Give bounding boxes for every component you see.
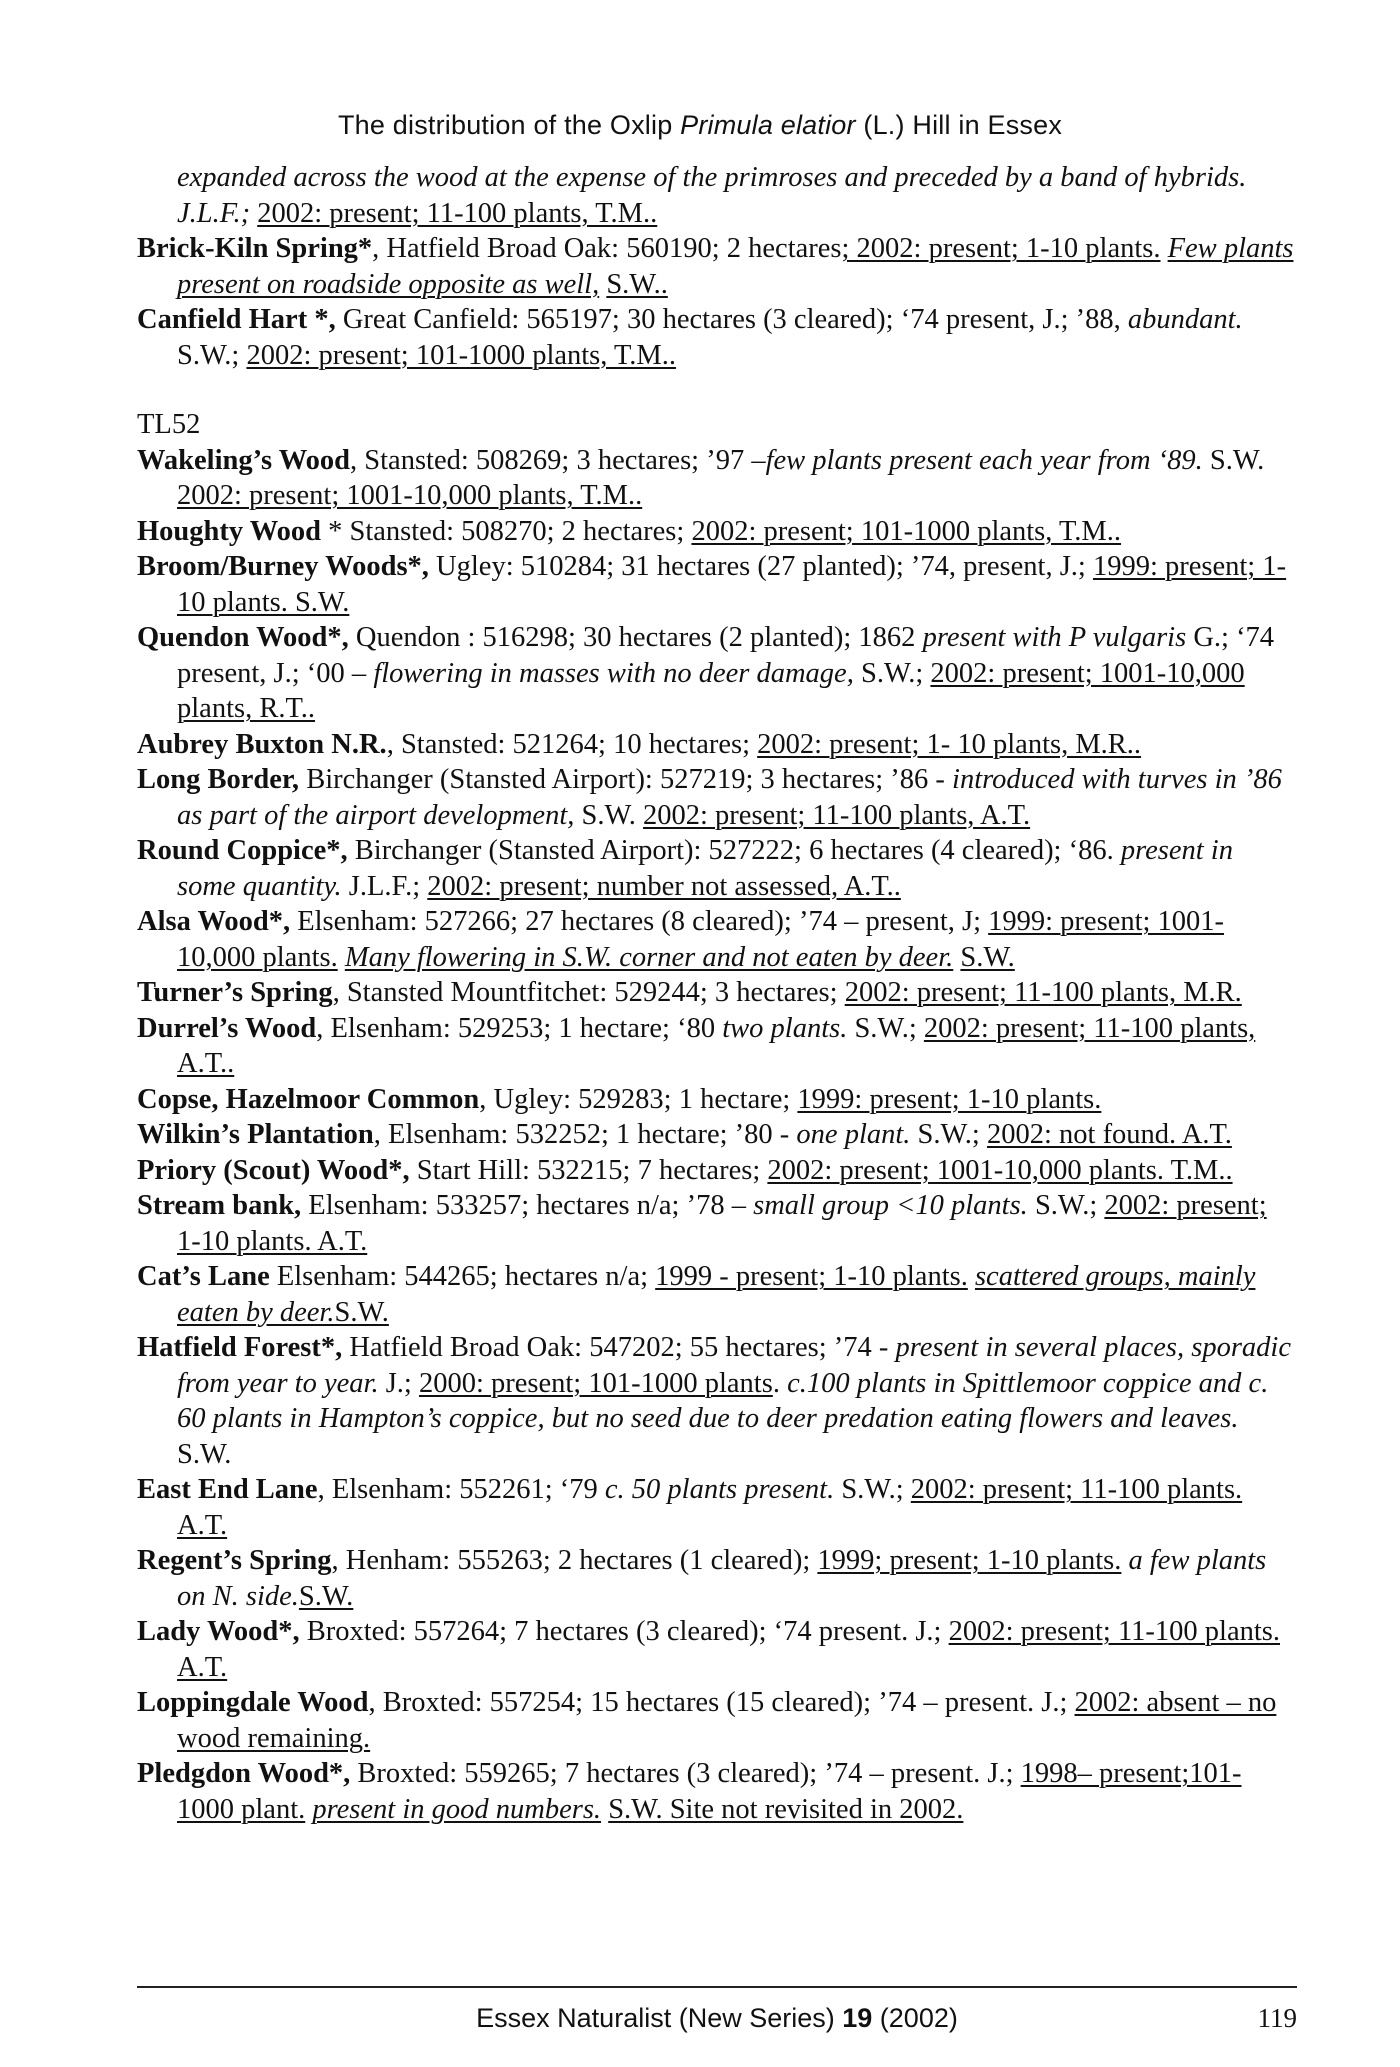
site-observer: S.W.. [606, 268, 668, 300]
site-observer: S.W.; [177, 339, 240, 371]
site-entry-long-border [137, 762, 1297, 833]
journal-volume: 19 [842, 2003, 873, 2033]
site-record: 2002: present; 1001-10,000 plants. T.M.. [767, 1154, 1233, 1186]
site-record: 2002: present; 11-100 plants, A.T.. [177, 1012, 1256, 1079]
site-name: Cat’s Lane [137, 1261, 270, 1292]
site-note: few plants present each year from ‘89. [765, 444, 1203, 476]
journal-citation [137, 2003, 1297, 2034]
site-record: 2002: present; 1- 10 plants, M.R.. [757, 728, 1142, 760]
site-note: scattered groups, mainly eaten by deer. [177, 1261, 1256, 1328]
site-details: , Stansted: 521264; 10 hectares; [386, 728, 750, 760]
site-details: Broxted: 559265; 7 hectares (3 cleared); ’74 – present. J.; [350, 1758, 1014, 1789]
site-note: two plants. [722, 1012, 848, 1044]
site-note: a few plants on N. side. [177, 1545, 1267, 1612]
site-observer: J.L.F.; [341, 870, 421, 902]
site-observer-2: S.W.; [853, 657, 924, 689]
site-details: * Stansted: 508270; 2 hectares; [321, 515, 685, 547]
site-name: Long Border, [137, 764, 300, 795]
site-name: Round Coppice*, [137, 835, 348, 866]
site-record: 2002: present; 1-10 plants. A.T. [177, 1190, 1267, 1257]
site-details: , Elsenham: 532252; 1 hectare; ’80 - [373, 1119, 790, 1150]
site-record: 1999 - present; 1-10 plants. [655, 1261, 968, 1292]
site-observer: S.W. [574, 799, 636, 831]
site-note: Few plants present on roadside opposite as well, [177, 233, 1294, 300]
continued-entry [137, 160, 1297, 231]
site-record: 2002: present; 1001-10,000 plants, T.M.. [177, 480, 643, 511]
site-name: Turner’s Spring [137, 977, 333, 1008]
site-details: , Elsenham: 529253; 1 hectare; ‘80 [316, 1012, 716, 1044]
site-record: 2002: present; 11-100 plants. A.T. [177, 1616, 1280, 1683]
continued-record: 2002: present; 11-100 plants, T.M.. [257, 197, 658, 229]
journal-year: (2002) [872, 2003, 958, 2033]
site-name: Durrel’s Wood [137, 1012, 317, 1044]
site-observer: S.W. [960, 941, 1015, 973]
site-record: 2002: present; number not assessed, A.T.. [427, 870, 901, 902]
journal-name: Essex Naturalist (New Series) [476, 2003, 843, 2033]
site-entry-aubrey-buxton [137, 727, 1297, 763]
site-details: , Ugley: 529283; 1 hectare; [479, 1083, 791, 1115]
footer-rule [137, 1986, 1297, 1988]
site-entry-alsa-wood [137, 904, 1297, 975]
site-record: 1999: present; 1- 10 plants. S.W. [177, 551, 1287, 618]
site-record: 2000: present; 101-1000 plants [418, 1367, 773, 1399]
site-details: Elsenham: 527266; 27 hectares (8 cleared); ’74 – present, J; [290, 906, 982, 937]
site-entry-hazelmoor-common [137, 1082, 1297, 1118]
site-observer: J.; [378, 1367, 412, 1399]
site-entry-round-coppice [137, 833, 1297, 904]
site-details: Birchanger (Stansted Airport): 527219; 3 hectares; ’86 - [299, 764, 945, 795]
site-entry-wilkins-plantation [137, 1117, 1297, 1153]
site-entry-regents-spring [137, 1543, 1297, 1614]
site-note: present in several places, sporadic from year to year. [177, 1332, 1291, 1399]
site-name: Loppingdale Wood [137, 1687, 369, 1718]
site-entry-durrels-wood [137, 1011, 1297, 1082]
site-observer: S.W. Site not revisited in 2002. [608, 1793, 964, 1825]
site-details: Quendon : 516298; 30 hectares (2 planted); 1862 [348, 622, 916, 653]
site-record: 2002: present; 11-100 plants, A.T. [643, 799, 1031, 831]
site-note: present in some quantity. [177, 835, 1233, 902]
site-observer: S.W. [298, 1580, 354, 1612]
site-note-2: c.100 plants in Spittlemoor coppice and c. 60 plants in Hampton’s coppice, but no seed due to deer predation eating flowers and leaves. [177, 1367, 1269, 1434]
site-name: Pledgdon Wood*, [137, 1758, 351, 1789]
site-details: , Elsenham: 552261; ‘79 [317, 1474, 598, 1505]
site-entry-turners-spring [137, 975, 1297, 1011]
site-observer: S.W. [1202, 444, 1265, 476]
site-entry-hatfield-forest: Hatfield Forest*, Hatfield Broad Oak: 547202; 55 hectares; ’74 - present in several places, sporadic from year to year. J.; 2000: present; 101-1000 plants. c.100 plants in Spittlemoor coppice and c. 60 plants in Hampton’s coppice, but no seed due to deer predation eating flowers and leaves. S.W. [137, 1332, 1291, 1470]
site-note: present with P vulgaris [922, 622, 1187, 653]
site-observer: S.W.; [847, 1012, 917, 1044]
site-details: , Stansted Mountfitchet: 529244; 3 hectares; [332, 977, 838, 1008]
site-entry-priory-wood [137, 1153, 1297, 1189]
site-name: Alsa Wood*, [137, 906, 291, 937]
site-record: 2002: absent – no wood remaining. [177, 1687, 1277, 1754]
site-record: 1999: present; 1-10 plants. [797, 1083, 1102, 1115]
site-name: Canfield Hart *, [137, 304, 336, 335]
site-entry-houghty-wood [137, 514, 1297, 550]
site-name: Priory (Scout) Wood*, [137, 1154, 410, 1186]
site-entry-loppingdale-wood [137, 1685, 1297, 1756]
site-details: Great Canfield: 565197; 30 hectares (3 cleared); ‘74 present, J.; ’88, [335, 304, 1121, 335]
site-details: Hatfield Broad Oak: 547202; 55 hectares; ’74 - [342, 1332, 889, 1363]
header-text: The distribution of the Oxlip [337, 110, 681, 140]
site-name: Lady Wood*, [137, 1616, 300, 1647]
site-name: Broom/Burney Woods*, [137, 551, 429, 582]
site-record: 2002: present; 11-100 plants. A.T. [177, 1474, 1243, 1541]
site-observer: G.; ‘74 present, J.; ‘00 – [177, 622, 1275, 689]
site-record: 2002: present; 101-1000 plants, T.M.. [246, 339, 677, 371]
site-entry-east-end-lane [137, 1472, 1297, 1543]
site-note-2: flowering in masses with no deer damage, [373, 657, 854, 689]
site-note: c. 50 plants present. [604, 1474, 835, 1505]
site-name: Stream bank, [137, 1190, 302, 1221]
site-entry-broom-burney-woods [137, 549, 1297, 620]
site-entry-wakelings-wood [137, 443, 1297, 514]
site-name: Copse, Hazelmoor Common [137, 1083, 480, 1115]
site-details: , Henham: 555263; 2 hectares (1 cleared); [331, 1545, 811, 1576]
site-entry-quendon-wood [137, 620, 1297, 727]
site-observer-2: S.W. [177, 1438, 232, 1470]
site-name: Wilkin’s Plantation [137, 1119, 374, 1150]
site-entry-stream-bank [137, 1188, 1297, 1259]
site-note: one plant. [796, 1119, 911, 1150]
site-name: Hatfield Forest*, [137, 1332, 343, 1363]
site-record: 2002: present; 1001-10,000 plants, R.T.. [177, 657, 1245, 724]
site-note: present in good numbers. [312, 1793, 602, 1825]
site-observer: S.W.; [834, 1474, 904, 1505]
page-number: 119 [1257, 2003, 1297, 2033]
site-observer: S.W.; [910, 1119, 980, 1150]
site-record: ; 2002: present; 1-10 plants. [841, 233, 1161, 264]
site-observer: S.W.; [1027, 1190, 1098, 1221]
site-entry-lady-wood [137, 1614, 1297, 1685]
site-details: , Broxted: 557254; 15 hectares (15 cleared); ’74 – present. J.; [368, 1687, 1068, 1718]
site-record: 1999: present; 1001-10,000 plants. [177, 906, 1225, 973]
site-name: Quendon Wood*, [137, 622, 349, 653]
header-text-end: (L.) Hill in Essex [855, 110, 1063, 140]
site-details: , Stansted: 508269; 3 hectares; ’97 – [350, 444, 766, 476]
continued-note: expanded across the wood at the expense of the primroses and preceded by a band of hybrids. J.L.F.; [177, 162, 1247, 229]
site-details: Elsenham: 533257; hectares n/a; ’78 – [301, 1190, 746, 1221]
header-species: Primula elatior [680, 110, 856, 140]
site-record: 2002: present; 101-1000 plants, T.M.. [691, 515, 1122, 547]
site-name: East End Lane [137, 1474, 318, 1505]
site-entry-brick-kiln-spring [137, 231, 1297, 302]
site-record: 2002: not found. A.T. [986, 1119, 1232, 1150]
site-note: abundant. [1127, 304, 1243, 335]
site-details: Elsenham: 544265; hectares n/a; [269, 1261, 649, 1292]
site-details: Birchanger (Stansted Airport): 527222; 6 hectares (4 cleared); ‘86. [347, 835, 1114, 866]
site-details: , Hatfield Broad Oak: 560190; 2 hectares [372, 233, 842, 264]
site-observer: S.W. [334, 1296, 389, 1328]
site-record: 1998– present;101-1000 plant. [177, 1758, 1242, 1825]
site-name: Regent’s Spring [137, 1545, 332, 1576]
site-note: small group <10 plants. [753, 1190, 1028, 1221]
grid-reference-heading: TL52 [137, 409, 201, 440]
site-name: Aubrey Buxton N.R. [137, 728, 387, 760]
site-record: 1999; present; 1-10 plants. [817, 1545, 1122, 1576]
page-body [137, 160, 1297, 1827]
site-note: Many flowering in S.W. corner and not eaten by deer. [344, 941, 954, 973]
site-entry-pledgdon-wood [137, 1756, 1297, 1827]
section-gap [137, 373, 1297, 407]
site-record: 2002: present; 11-100 plants, M.R. [844, 977, 1242, 1008]
site-details: Ugley: 510284; 31 hectares (27 planted); ’74, present, J.; [428, 551, 1086, 582]
running-header [0, 110, 1400, 141]
site-entry-cats-lane [137, 1259, 1297, 1330]
site-details: Start Hill: 532215; 7 hectares; [409, 1154, 761, 1186]
site-name: Houghty Wood [137, 515, 321, 547]
site-note: introduced with turves in ’86 as part of the airport development, [177, 764, 1282, 831]
site-name: Wakeling’s Wood [137, 444, 351, 476]
site-name: Brick-Kiln Spring* [137, 233, 373, 264]
site-details: Broxted: 557264; 7 hectares (3 cleared); ‘74 present. J.; [299, 1616, 942, 1647]
site-entry-canfield-hart [137, 302, 1297, 373]
page-footer [137, 2003, 1297, 2043]
